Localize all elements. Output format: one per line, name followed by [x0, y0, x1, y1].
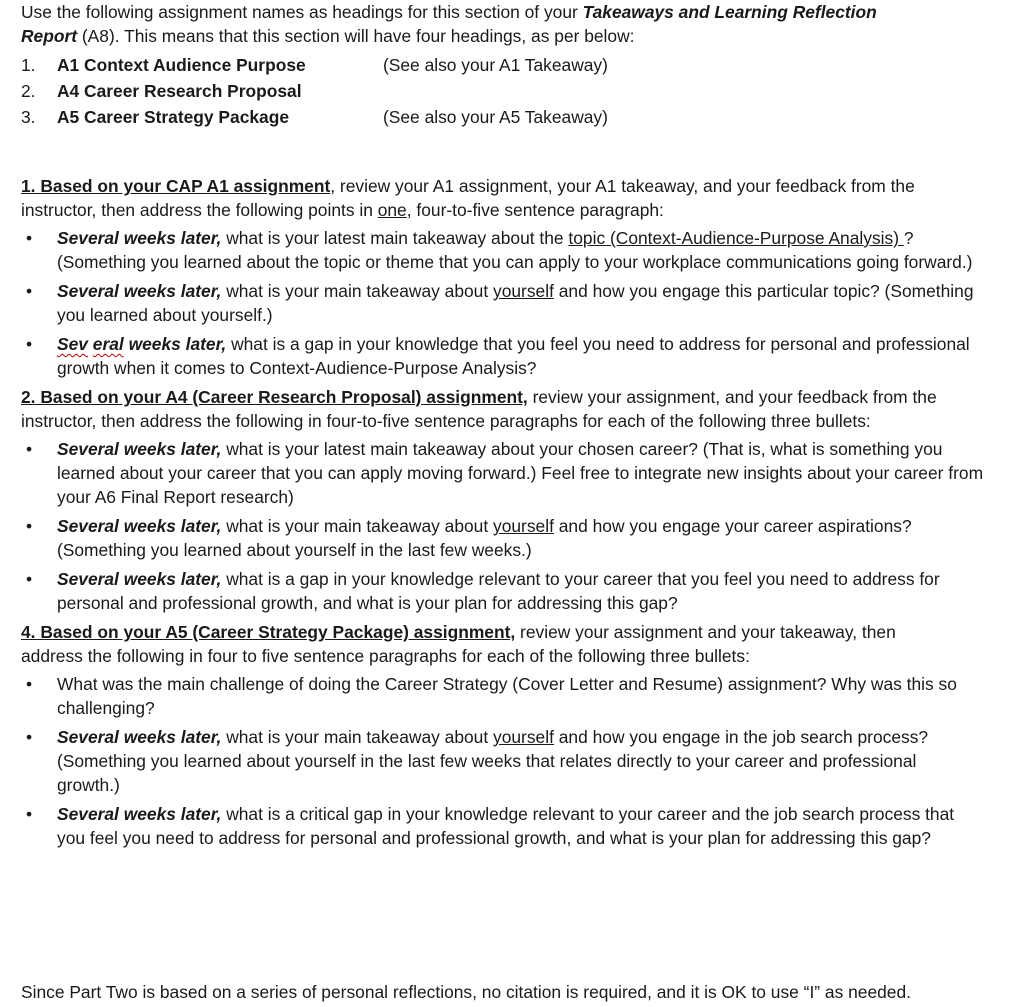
- report-name: Takeaways and Learning Reflection Report: [21, 2, 877, 46]
- bullet-item: [21, 437, 1024, 509]
- bullet-icon: •: [26, 674, 33, 694]
- misspelled-word: Sev: [57, 334, 88, 354]
- bullet-text: and how you engage your career aspirations? (Something you learned about yourself in the last few weeks.): [57, 516, 912, 560]
- underlined-word: yourself: [493, 727, 554, 747]
- section-heading: [21, 385, 1024, 433]
- section-text: , review your A1 assignment, your A1 takeaway, and your feedback from the instructor, then address the following points in: [21, 176, 915, 220]
- misspelled-word: eral: [92, 334, 124, 354]
- bullet-text: and how you engage this particular topic? (Something you learned about yourself.): [57, 281, 974, 325]
- item-title: A5 Career Strategy Package: [57, 107, 290, 127]
- item-title: A4 Career Research Proposal: [57, 81, 302, 101]
- bullet-item: [21, 226, 1024, 274]
- section-a1: [21, 174, 1024, 380]
- bullet-list: [21, 437, 1024, 615]
- bullet-item: [21, 725, 1024, 797]
- emphasis-one: one: [377, 200, 407, 220]
- item-note: (See also your A1 Takeaway): [383, 55, 608, 75]
- emphasis: weeks later,: [123, 334, 227, 354]
- emphasis: Several weeks later,: [57, 281, 222, 301]
- bullet-item: [21, 279, 1024, 327]
- underlined-word: yourself: [493, 281, 554, 301]
- emphasis: Several weeks later,: [57, 228, 222, 248]
- bullet-text: what is your latest main takeaway about the: [221, 228, 569, 248]
- bullet-item: [21, 514, 1024, 562]
- bullet-icon: •: [26, 727, 33, 747]
- bullet-item: [21, 567, 1024, 615]
- item-title: A1 Context Audience Purpose: [57, 55, 306, 75]
- section-a5: [21, 620, 1024, 850]
- bullet-text: what is your main takeaway about: [221, 281, 494, 301]
- section-text: review your assignment and your takeaway, then address the following in four to five sentence paragraphs for each of the following three bullets:: [21, 622, 896, 666]
- bullet-item: [21, 802, 1024, 850]
- bullet-text: What was the main challenge of doing the Career Strategy (Cover Letter and Resume) assignment? Why was this so challenging?: [57, 674, 957, 718]
- item-number: 3.: [21, 107, 36, 127]
- bullet-icon: •: [26, 228, 33, 248]
- emphasis: Several weeks later,: [57, 727, 222, 747]
- bullet-icon: •: [26, 439, 33, 459]
- heading-list: [21, 52, 1024, 130]
- closing-note: Since Part Two is based on a series of personal reflections, no citation is required, and it is OK to use “I” as needed.: [21, 982, 911, 1002]
- section-heading: [21, 174, 1024, 222]
- emphasis: Several weeks later,: [57, 439, 222, 459]
- bullet-text: ? (Something you learned about the topic or theme that you can apply to your workplace communications going forward.): [57, 228, 973, 272]
- bullet-item: [21, 332, 1024, 380]
- bullet-text: what is your main takeaway about: [221, 516, 494, 536]
- bullet-text: and how you engage in the job search process? (Something you learned about yourself in the last few weeks that relates directly to your career and professional growth.): [57, 727, 929, 795]
- section-a4: [21, 385, 1024, 615]
- heading-list-item: [21, 104, 1024, 130]
- bullet-text: what is a gap in your knowledge that you feel you need to address for personal and professional growth when it comes to Context-Audience-Purpose Analysis?: [57, 334, 970, 378]
- bullet-icon: •: [26, 516, 33, 536]
- emphasis: Several weeks later,: [57, 516, 222, 536]
- item-note: (See also your A5 Takeaway): [383, 107, 608, 127]
- item-number: 2.: [21, 81, 36, 101]
- bullet-icon: •: [26, 804, 33, 824]
- section-text: review your assignment, and your feedback from the instructor, then address the following in four-to-five sentence paragraphs for each of the following three bullets:: [21, 387, 937, 431]
- section-text: , four-to-five sentence paragraph:: [406, 200, 664, 220]
- bullet-item: [21, 672, 1024, 720]
- emphasis: Several weeks later,: [57, 569, 222, 589]
- item-number: 1.: [21, 55, 36, 75]
- section-lead: 2. Based on your A4 (Career Research Proposal) assignment,: [21, 387, 528, 407]
- topic-link: topic (Context-Audience-Purpose Analysis): [568, 228, 904, 248]
- bullet-list: [21, 226, 1024, 380]
- heading-list-item: [21, 52, 1024, 78]
- intro-text-b: (A8). This means that this section will have four headings, as per below:: [77, 26, 635, 46]
- bullet-text: what is a gap in your knowledge relevant to your career that you feel you need to address for personal and professional growth, and what is your plan for addressing this gap?: [57, 569, 940, 613]
- bullet-icon: •: [26, 569, 33, 589]
- heading-list-item: [21, 78, 1024, 104]
- bullet-text: what is your latest main takeaway about your chosen career? (That is, what is something you learned about your career that you can apply moving forward.) Feel free to integrate new insights about your career from your A6 Final Report research): [57, 439, 984, 507]
- bullet-list: [21, 672, 1024, 850]
- section-heading: [21, 620, 1024, 668]
- intro-paragraph: [21, 0, 1024, 48]
- bullet-text: what is a critical gap in your knowledge relevant to your career and the job search process that you feel you need to address for personal and professional growth, and what is your plan for addressing this gap?: [57, 804, 955, 848]
- section-lead: 1. Based on your CAP A1 assignment: [21, 176, 331, 196]
- bullet-text: what is your main takeaway about: [221, 727, 494, 747]
- intro-text-a: Use the following assignment names as headings for this section of your: [21, 2, 583, 22]
- underlined-word: yourself: [493, 516, 554, 536]
- bullet-icon: •: [26, 334, 33, 354]
- section-lead: 4. Based on your A5 (Career Strategy Package) assignment,: [21, 622, 516, 642]
- bullet-icon: •: [26, 281, 33, 301]
- emphasis: Several weeks later,: [57, 804, 222, 824]
